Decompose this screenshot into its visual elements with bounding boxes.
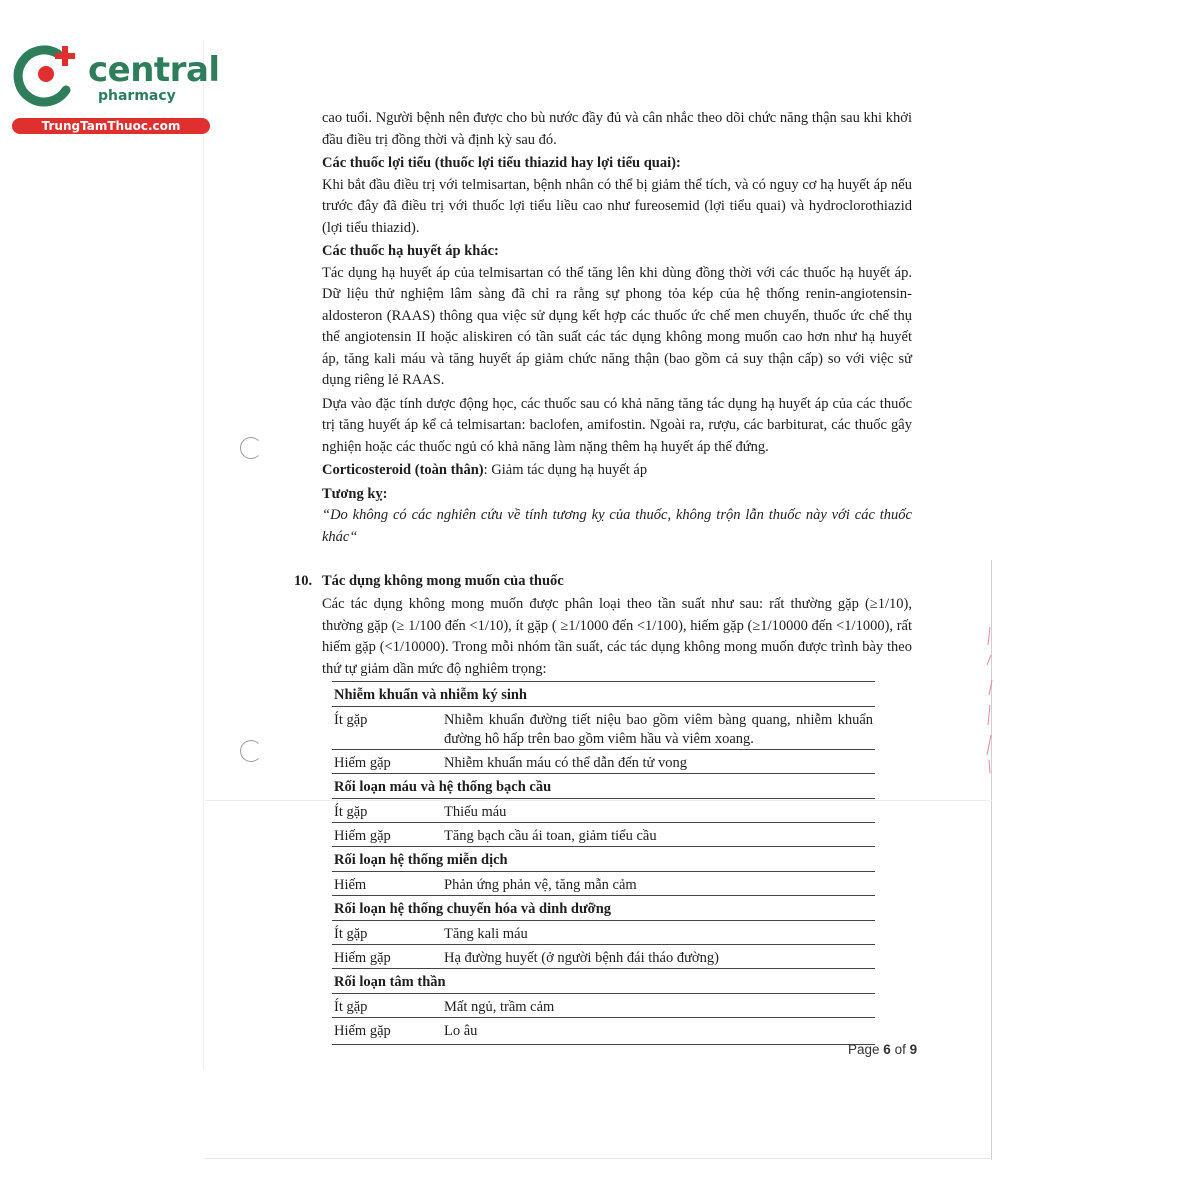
- table-row: [332, 707, 875, 749]
- table-row: [332, 799, 875, 822]
- punch-hole-icon: [240, 740, 262, 762]
- effect-cell: Mất ngủ, trầm cảm: [444, 999, 555, 1015]
- table-category: Nhiễm khuẩn và nhiễm ký sinh: [334, 687, 527, 703]
- corticosteroid-text: : Giảm tác dụng hạ huyết áp: [483, 462, 648, 478]
- page-label: Page: [848, 1042, 880, 1057]
- effect-cell: Nhiễm khuẩn đường tiết niệu bao gồm viêm bàng quang, nhiễm khuẩn đường hô hấp trên bao gồm viêm hầu và viêm xoang.: [444, 712, 873, 747]
- heading-compatibility: Tương kỵ:: [322, 485, 388, 502]
- page-number: [848, 1042, 917, 1057]
- document-body: [322, 108, 912, 550]
- section-title: Tác dụng không mong muốn của thuốc: [322, 573, 564, 589]
- section-intro: Các tác dụng không mong muốn được phân loại theo tần suất như sau: rất thường gặp (≥1/10), thường gặp (≥ 1/100 đến <1/10), ít gặp ( ≥1/1000 đến <1/100), hiếm gặp (≥1/10000 đến <1/1000), rất hiếm gặp (<1/10000). Trong mỗi nhóm tần suất, các tác dụng không mong muốn được trình bày theo thứ tự giảm dần mức độ nghiêm trọng:: [322, 596, 912, 677]
- table-row: [332, 921, 875, 944]
- table-row: [332, 750, 875, 773]
- effect-cell: Nhiễm khuẩn máu có thể dẫn đến tử vong: [444, 755, 688, 771]
- adverse-effects-table: [332, 681, 875, 1045]
- paragraph: Tác dụng hạ huyết áp của telmisartan có thể tăng lên khi dùng đồng thời với các thuốc hạ huyết áp. Dữ liệu thử nghiệm lâm sàng đã chỉ ra rằng sự phong tỏa kép của hệ thống renin-angiotensin-aldosteron (RAAS) thông qua việc sử dụng kết hợp các thuốc ức chế men chuyển, thuốc ức chế thụ thể angiotensin II hoặc aliskiren có tần suất các tác dụng không mong muốn cao hơn như hạ huyết áp, tăng kali máu và tăng huyết áp giảm chức năng thận (bao gồm cả suy thận cấp) so với việc sử dụng riêng lẻ RAAS.: [322, 264, 912, 388]
- frequency-cell: Hiếm: [334, 877, 367, 893]
- frequency-cell: Ít gặp: [334, 804, 368, 820]
- scan-edge-bottom: [205, 1158, 992, 1159]
- frequency-cell: Hiếm gặp: [334, 950, 391, 966]
- table-row: [332, 994, 875, 1017]
- logo-brand: central: [88, 50, 220, 90]
- effect-cell: Tăng bạch cầu ái toan, giảm tiểu cầu: [444, 828, 657, 844]
- logo-sub: pharmacy: [98, 88, 176, 104]
- section-heading: [294, 573, 564, 590]
- table-rule: [332, 1044, 875, 1045]
- page-current: 6: [883, 1042, 891, 1057]
- corticosteroid-label: Corticosteroid (toàn thân): [322, 462, 484, 478]
- section-number: 10.: [294, 573, 313, 589]
- frequency-cell: Hiếm gặp: [334, 1023, 391, 1039]
- effect-cell: Thiếu máu: [444, 804, 507, 820]
- page-total: 9: [909, 1042, 918, 1057]
- frequency-cell: Hiếm gặp: [334, 828, 391, 844]
- effect-cell: Hạ đường huyết (ở người bệnh đái tháo đường): [444, 950, 719, 966]
- red-stamp-mark: [984, 625, 996, 775]
- logo-site-badge: TrungTamThuoc.com: [12, 118, 210, 134]
- paragraph: Dựa vào đặc tính dược động học, các thuốc sau có khả năng tăng tác dụng hạ huyết áp của các thuốc trị tăng huyết áp kể cả telmisartan: baclofen, amifostin. Ngoài ra, rượu, các barbiturat, các thuốc gây nghiện hoặc các thuốc ngủ có khả năng làm nặng thêm hạ huyết áp thế đứng.: [322, 395, 912, 455]
- punch-hole-icon: [240, 437, 262, 459]
- corticosteroid-line: [322, 460, 912, 482]
- logo-c-icon: [10, 38, 90, 110]
- table-category: Rối loạn máu và hệ thống bạch cầu: [334, 779, 552, 795]
- heading-diuretics: Các thuốc lợi tiểu (thuốc lợi tiểu thiazid hay lợi tiểu quai):: [322, 155, 681, 171]
- table-category: Rối loạn hệ thống chuyển hóa và dinh dưỡng: [334, 901, 612, 917]
- paragraph: Khi bắt đầu điều trị với telmisartan, bệnh nhân có thể bị giảm thể tích, và có nguy cơ hạ huyết áp nếu trước đây đã điều trị với thuốc lợi tiểu liều cao như fureosemid (lợi tiểu quai) và hydroclorothiazid (lợi tiểu thiazid).: [322, 176, 912, 236]
- pharmacy-logo[interactable]: [10, 38, 220, 138]
- effect-cell: Lo âu: [444, 1023, 478, 1039]
- effect-cell: Tăng kali máu: [444, 926, 528, 942]
- heading-antihypertensives: Các thuốc hạ huyết áp khác:: [322, 243, 499, 259]
- effect-cell: Phản ứng phản vệ, tăng mẫn cảm: [444, 877, 637, 893]
- scan-edge-left: [203, 40, 204, 1070]
- page-sep: of: [894, 1042, 906, 1057]
- table-row: [332, 1018, 875, 1041]
- frequency-cell: Ít gặp: [334, 926, 368, 942]
- frequency-cell: Ít gặp: [334, 999, 368, 1015]
- table-row: [332, 823, 875, 846]
- table-category: Rối loạn tâm thần: [334, 974, 446, 990]
- paragraph: cao tuổi. Người bệnh nên được cho bù nước đầy đủ và cân nhắc theo dõi chức năng thận sau khi khởi đầu điều trị đồng thời và định kỳ sau đó.: [322, 110, 912, 148]
- paragraph-compatibility: “Do không có các nghiên cứu về tính tương kỵ của thuốc, không trộn lẫn thuốc này với các thuốc khác“: [322, 507, 912, 545]
- table-row: [332, 945, 875, 968]
- table-category: Rối loạn hệ thống miễn dịch: [334, 852, 508, 868]
- frequency-cell: Ít gặp: [334, 712, 368, 728]
- frequency-cell: Hiếm gặp: [334, 755, 391, 771]
- table-row: [332, 872, 875, 895]
